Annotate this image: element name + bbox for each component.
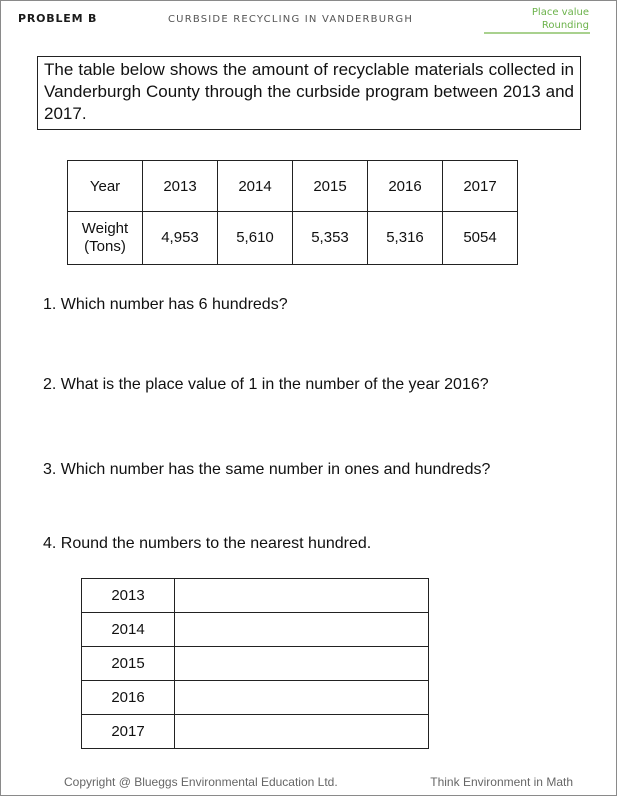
weight-cell: 5,316 xyxy=(368,212,443,265)
footer-copyright: Copyright @ Blueggs Environmental Education Ltd. xyxy=(64,775,338,789)
tag-rounding: Rounding xyxy=(541,20,589,31)
table-row-year xyxy=(68,161,518,212)
weight-cell: 5054 xyxy=(443,212,518,265)
table-row xyxy=(82,681,429,715)
year-cell: 2017 xyxy=(443,161,518,212)
rounding-answer-cell[interactable] xyxy=(175,715,429,749)
question-1: 1. Which number has 6 hundreds? xyxy=(43,296,288,313)
year-cell: 2016 xyxy=(368,161,443,212)
rounding-answer-cell[interactable] xyxy=(175,613,429,647)
weight-label-line1: Weight xyxy=(81,220,129,237)
year-row-label: Year xyxy=(68,161,143,212)
header-underline xyxy=(484,32,590,34)
table-row-weight xyxy=(68,212,518,265)
rounding-year-cell: 2014 xyxy=(82,613,175,647)
topic-tags xyxy=(532,6,589,32)
table-row xyxy=(82,715,429,749)
question-3: 3. Which number has the same number in ones and hundreds? xyxy=(43,461,491,478)
intro-text: The table below shows the amount of recyclable materials collected in Vanderburgh County through the curbside program between 2013 and 2017. xyxy=(37,56,581,130)
footer-slogan: Think Environment in Math xyxy=(430,775,573,789)
year-cell: 2015 xyxy=(293,161,368,212)
rounding-year-cell: 2016 xyxy=(82,681,175,715)
rounding-year-cell: 2013 xyxy=(82,579,175,613)
table-row xyxy=(82,647,429,681)
weight-cell: 5,353 xyxy=(293,212,368,265)
problem-label: PROBLEM B xyxy=(18,12,98,25)
rounding-year-cell: 2015 xyxy=(82,647,175,681)
worksheet-title: CURBSIDE RECYCLING IN VANDERBURGH xyxy=(168,14,414,25)
year-cell: 2014 xyxy=(218,161,293,212)
rounding-answer-cell[interactable] xyxy=(175,681,429,715)
weight-row-label xyxy=(68,212,143,265)
table-row xyxy=(82,613,429,647)
table-row xyxy=(82,579,429,613)
rounding-answer-cell[interactable] xyxy=(175,579,429,613)
weight-cell: 4,953 xyxy=(143,212,218,265)
question-2: 2. What is the place value of 1 in the number of the year 2016? xyxy=(43,376,489,393)
weight-cell: 5,610 xyxy=(218,212,293,265)
tag-place-value: Place value xyxy=(531,7,589,18)
rounding-answer-cell[interactable] xyxy=(175,647,429,681)
question-4: 4. Round the numbers to the nearest hundred. xyxy=(43,535,372,552)
rounding-year-cell: 2017 xyxy=(82,715,175,749)
recycling-data-table xyxy=(67,160,518,265)
weight-label-line2: (Tons) xyxy=(84,238,126,255)
year-cell: 2013 xyxy=(143,161,218,212)
rounding-table xyxy=(81,578,429,749)
